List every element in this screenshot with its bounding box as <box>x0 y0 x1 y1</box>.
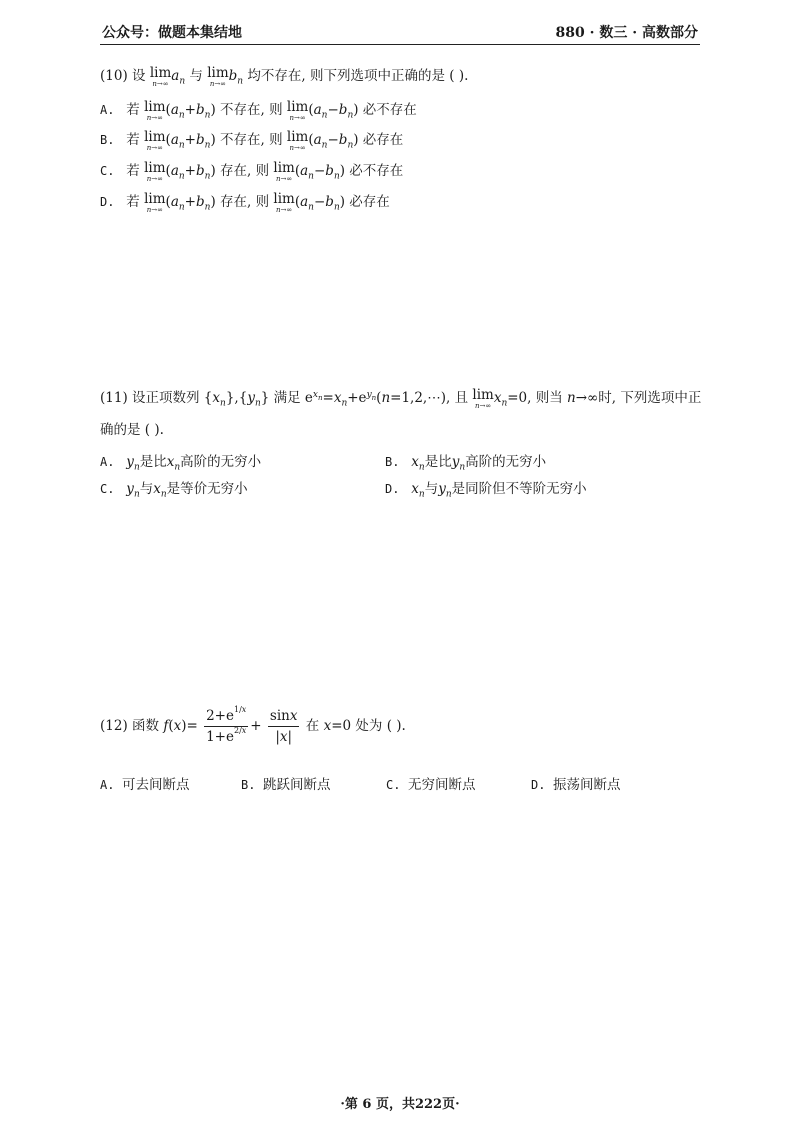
q10-option-b: B. 若 lim n→∞ $(a_n+b_n)$ 不存在, 则 lim n→∞ $(a_n-b_n)$ 必存在 <box>100 129 404 152</box>
q11-option-b: B. $x_n$是比$y_n$高阶的无穷小 <box>385 454 547 473</box>
q12-option-b: B. 跳跃间断点 <box>241 777 331 793</box>
q10-number: (10) <box>100 68 128 84</box>
q12-fraction-2: $\frac{\sin x}{|x|}$ <box>269 708 298 745</box>
q12-option-a: A. 可去间断点 <box>100 777 190 793</box>
q10-option-a: A. 若 lim n→∞ $(a_n+b_n)$ 不存在, 则 lim n→∞ $(a_n-b_n)$ 必不存在 <box>100 99 417 122</box>
q11-number: (11) <box>100 390 128 406</box>
q11-stem-line2: 确的是 ( ). <box>100 422 164 438</box>
q10-option-d: D. 若 lim n→∞ $(a_n+b_n)$ 存在, 则 lim n→∞ $(a_n-b_n)$ 必存在 <box>100 191 390 214</box>
q11-option-a: A. $y_n$是比$x_n$高阶的无穷小 <box>100 454 262 473</box>
q11-option-c: C. $y_n$与$x_n$是等价无穷小 <box>100 481 248 500</box>
q12-option-c: C. 无穷间断点 <box>386 777 476 793</box>
page-header <box>100 18 700 45</box>
header-right: 880 · 数三 · 高数部分 <box>555 25 698 41</box>
q11-stem: (11) 设正项数列 $\{x_n\},\{y_n\}$ 满足 $e^{x_n}=x_n+e^{y_n}(n=1,2,\cdots)$, 且 lim n→∞ $x_n=0$, 则当 n→∞时, 下列选项中正 <box>100 387 702 410</box>
q11-option-d: D. $x_n$与$y_n$是同阶但不等阶无穷小 <box>385 481 587 500</box>
q12-option-d: D. 振荡间断点 <box>531 777 621 793</box>
q10-stem: (10) 设 lim n→∞ $a_n$ 与 lim n→∞ $b_n$ 均不存在, 则下列选项中正确的是 ( ). <box>100 65 469 88</box>
page-footer: ·第 6 页，共222页· <box>340 1097 460 1112</box>
header-left: 公众号：做题本集结地 <box>102 25 242 41</box>
q12-fraction-1: $\frac{2+e^{1/x}}{1+e^{2/x}}$ <box>206 705 247 745</box>
q12-number: (12) <box>100 718 128 734</box>
q12-stem: (12) 函数 f(x)= $\frac{2+e^{1/x}}{1+e^{2/x}}$ + $\frac{\sin x}{|x|}$ 在 x=0 处为 ( ). <box>100 705 406 745</box>
q10-option-c: C. 若 lim n→∞ $(a_n+b_n)$ 存在, 则 lim n→∞ $(a_n-b_n)$ 必不存在 <box>100 160 404 183</box>
